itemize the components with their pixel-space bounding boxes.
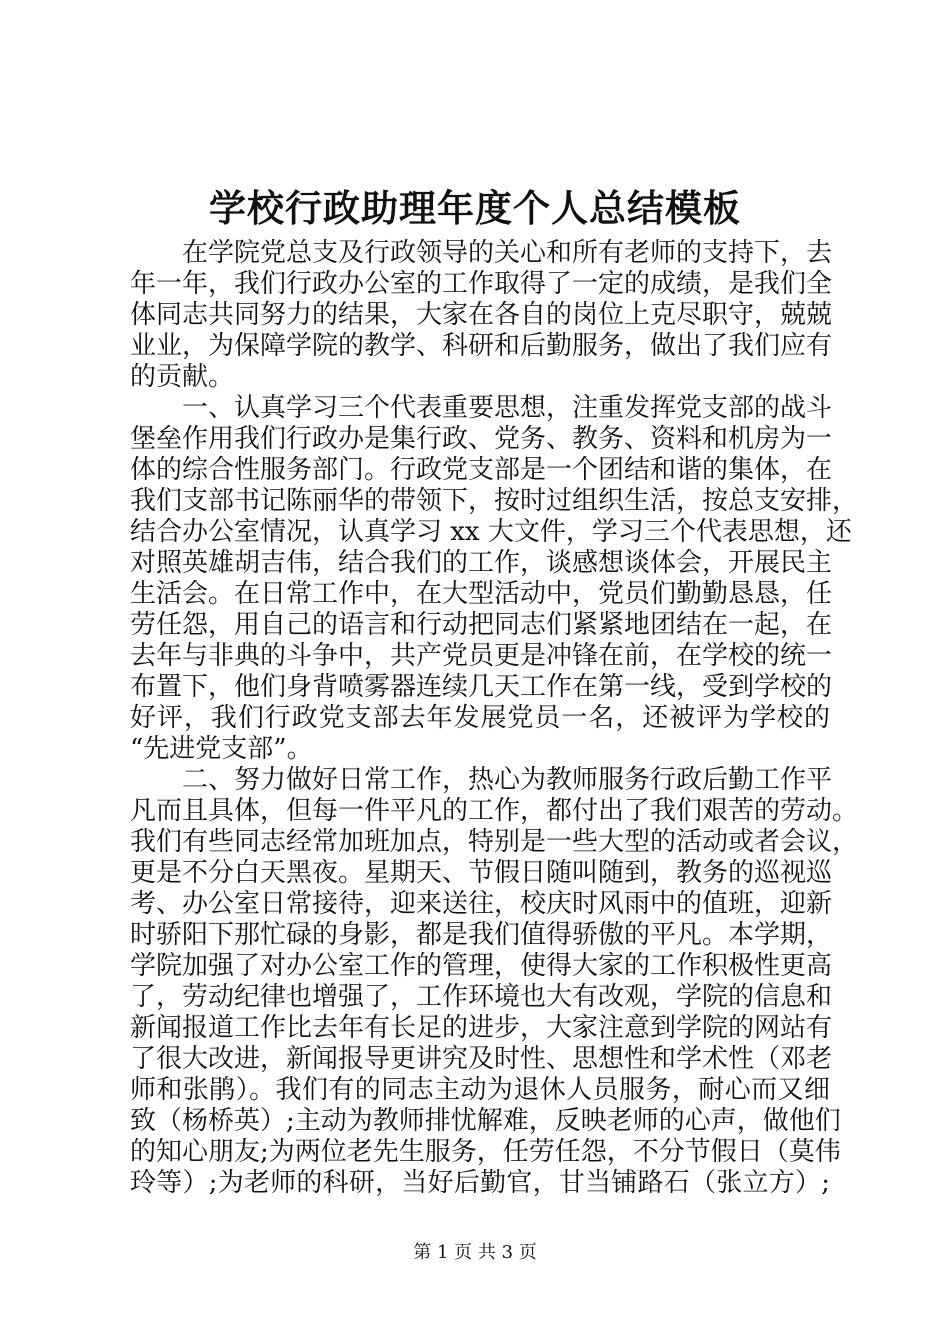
body-line: 对照英雄胡吉伟，结合我们的工作，谈感想谈体会，开展民主 <box>130 548 833 578</box>
body-line: 的贡献。 <box>130 362 235 392</box>
body-line: 考、办公室日常接待，迎来送往，校庆时风雨中的值班，迎新 <box>130 889 833 919</box>
body-line: 了很大改进，新闻报导更讲究及时性、思想性和学术性（邓老 <box>130 1044 833 1074</box>
body-line: 劳任怨，用自己的语言和行动把同志们紧紧地团结在一起，在 <box>130 610 833 640</box>
body-line: 更是不分白天黑夜。星期天、节假日随叫随到，教务的巡视巡 <box>130 858 833 888</box>
body-line: “先进党支部”。 <box>130 734 313 764</box>
body-line: 我们支部书记陈丽华的带领下，按时过组织生活，按总支安排， <box>130 486 859 516</box>
body-line: 体同志共同努力的结果，大家在各自的岗位上克尽职守，兢兢 <box>130 300 833 330</box>
body-line: 结合办公室情况，认真学习 xx 大文件，学习三个代表思想，还 <box>130 517 852 547</box>
body-line: 凡而且具体，但每一件平凡的工作，都付出了我们艰苦的劳动。 <box>130 796 859 826</box>
body-line: 二、努力做好日常工作，热心为教师服务行政后勤工作平 <box>182 765 833 795</box>
body-line: 我们有些同志经常加班加点，特别是一些大型的活动或者会议， <box>130 827 859 857</box>
body-line: 了，劳动纪律也增强了，工作环境也大有改观，学院的信息和 <box>130 982 833 1012</box>
body-line: 堡垒作用我们行政办是集行政、党务、教务、资料和机房为一 <box>130 424 833 454</box>
body-line: 好评，我们行政党支部去年发展党员一名，还被评为学校的 <box>130 703 830 733</box>
body-line: 布置下，他们身背喷雾器连续几天工作在第一线，受到学校的 <box>130 672 833 702</box>
body-line: 一、认真学习三个代表重要思想，注重发挥党支部的战斗 <box>182 393 833 423</box>
body-line: 生活会。在日常工作中，在大型活动中，党员们勤勤恳恳，任 <box>130 579 833 609</box>
body-line: 学院加强了对办公室工作的管理，使得大家的工作积极性更高 <box>130 951 833 981</box>
body-line: 体的综合性服务部门。行政党支部是一个团结和谐的集体，在 <box>130 455 833 485</box>
body-line: 致（杨桥英）;主动为教师排忧解难，反映老师的心声，做他们 <box>130 1106 841 1136</box>
body-line: 师和张鹃）。我们有的同志主动为退休人员服务，耐心而又细 <box>130 1075 830 1105</box>
body-line: 业业，为保障学院的教学、科研和后勤服务，做出了我们应有 <box>130 331 833 361</box>
body-line: 新闻报道工作比去年有长足的进步，大家注意到学院的网站有 <box>130 1013 833 1043</box>
document-title: 学校行政助理年度个人总结模板 <box>209 186 741 230</box>
body-line: 玲等）;为老师的科研，当好后勤官，甘当铺路石（张立方）; <box>130 1168 830 1198</box>
page-footer: 第 1 页 共 3 页 <box>413 1242 537 1263</box>
body-line: 的知心朋友;为两位老先生服务，任劳任怨，不分节假日（莫伟 <box>130 1137 841 1167</box>
body-line: 时骄阳下那忙碌的身影，都是我们值得骄傲的平凡。本学期， <box>130 920 833 950</box>
body-line: 在学院党总支及行政领导的关心和所有老师的支持下，去 <box>182 238 833 268</box>
body-line: 年一年，我们行政办公室的工作取得了一定的成绩，是我们全 <box>130 269 833 299</box>
body-line: 去年与非典的斗争中，共产党员更是冲锋在前，在学校的统一 <box>130 641 833 671</box>
